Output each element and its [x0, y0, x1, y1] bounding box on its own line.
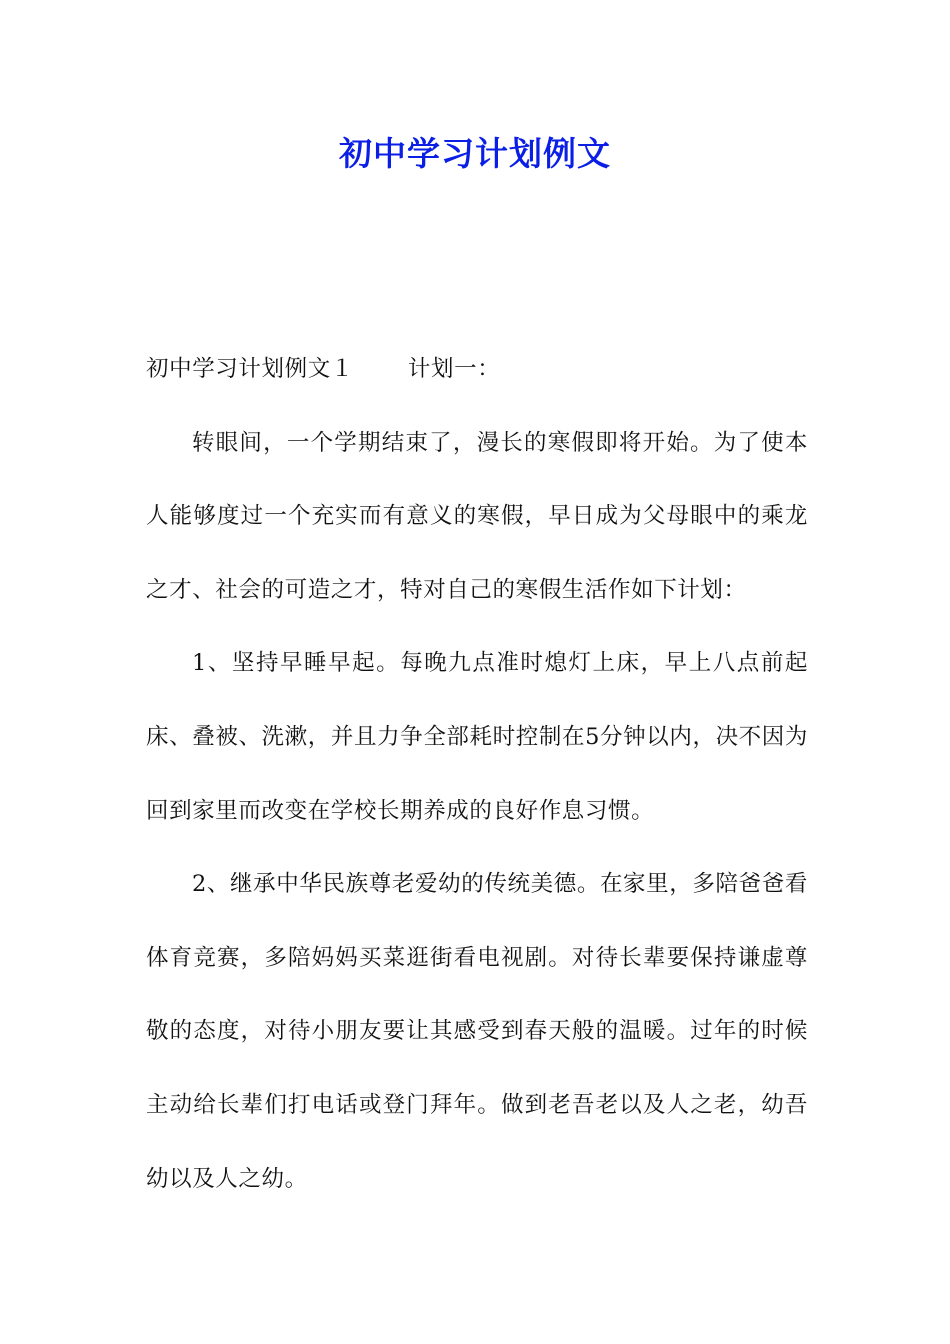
heading-plan: 计划一： [407, 356, 501, 382]
heading-line [146, 333, 808, 407]
document-body [146, 333, 808, 1216]
paragraph-item-2: 2、继承中华民族尊老爱幼的传统美德。在家里，多陪爸爸看体育竞赛，多陪妈妈买菜逛街看电视剧。对待长辈要保持谦虚尊敬的态度，对待小朋友要让其感受到春天般的温暖。过年的时候主动给长辈们打电话或登门拜年。做到老吾老以及人之老，幼吾幼以及人之幼。 [146, 871, 808, 1192]
paragraph-intro: 转眼间，一个学期结束了，漫长的寒假即将开始。为了使本人能够度过一个充实而有意义的寒假，早日成为父母眼中的乘龙之才、社会的可造之才，特对自己的寒假生活作如下计划： [146, 429, 808, 603]
paragraph-item-1: 1、坚持早睡早起。每晚九点准时熄灯上床，早上八点前起床、叠被、洗漱，并且力争全部耗时控制在5分钟以内，决不因为回到家里而改变在学校长期养成的良好作息习惯。 [146, 650, 808, 824]
document-title: 初中学习计划例文 [339, 134, 611, 173]
heading-label: 初中学习计划例文１ [146, 356, 354, 382]
